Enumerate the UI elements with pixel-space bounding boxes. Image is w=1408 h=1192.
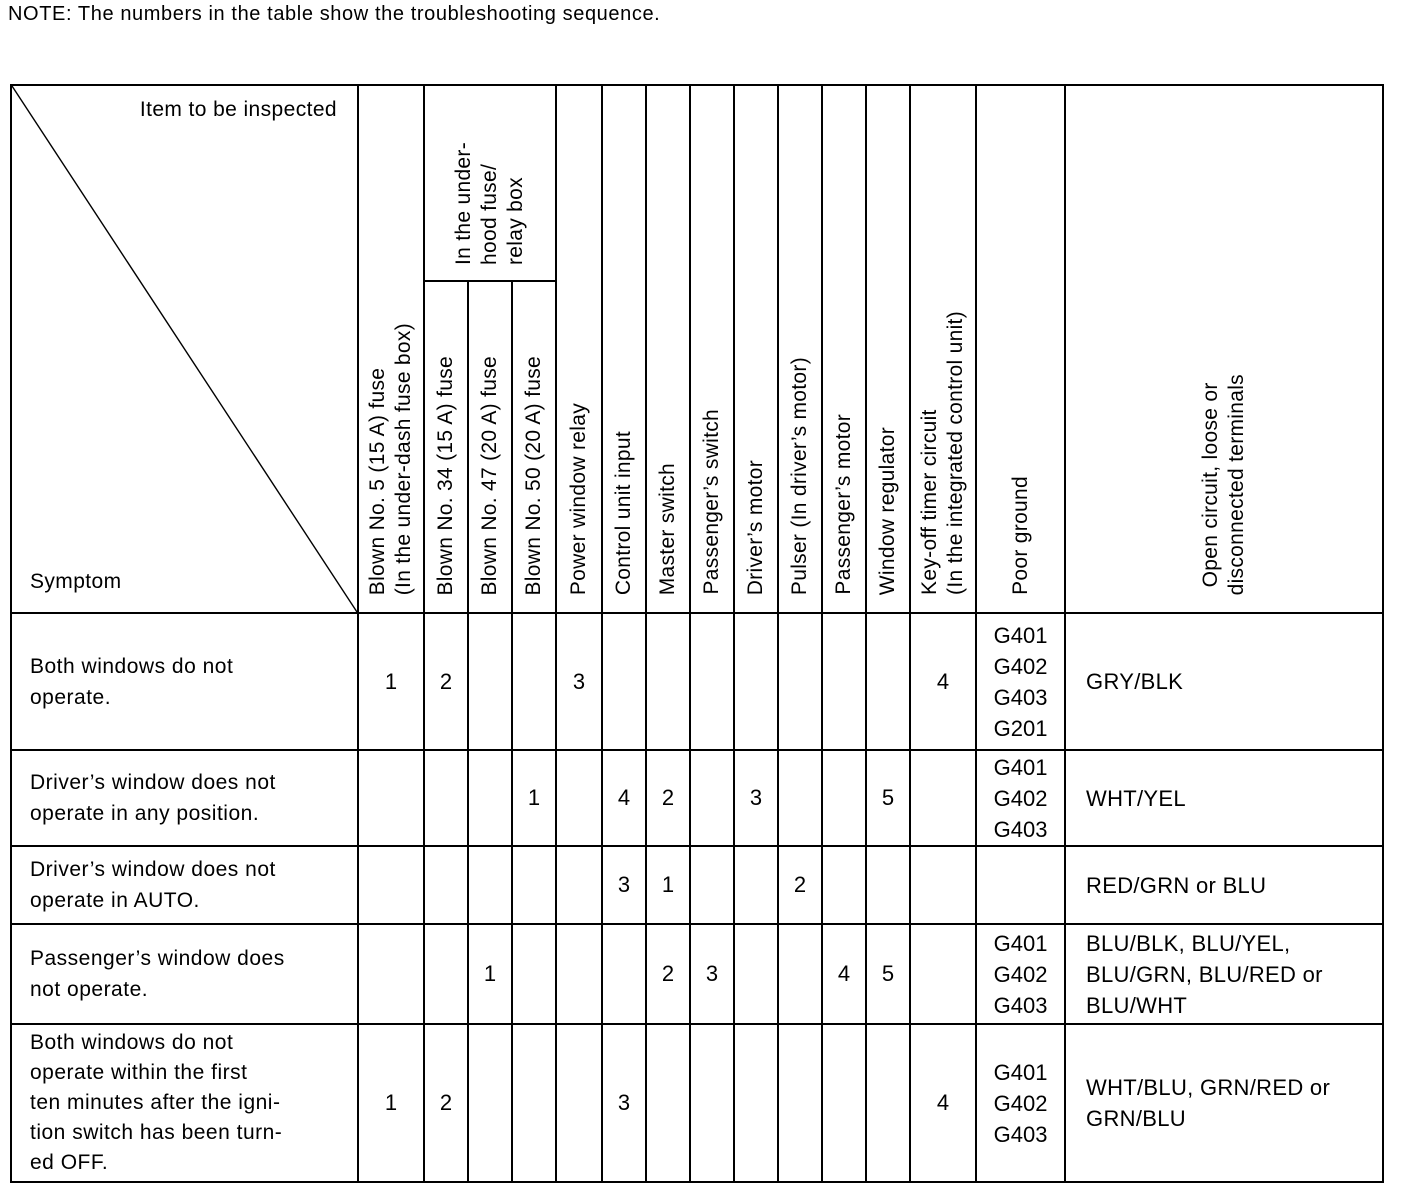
ground-id: G403 <box>993 992 1048 1018</box>
sequence-cell <box>556 750 602 846</box>
symptom-cell <box>11 846 358 924</box>
symptom-line: tion switch has been turn- <box>30 1121 283 1144</box>
wire-line: WHT/BLU, GRN/RED or <box>1086 1075 1331 1100</box>
wire-cell <box>1065 1024 1383 1182</box>
sequence-cell <box>358 846 424 924</box>
sequence-cell: 1 <box>646 846 690 924</box>
sequence-cell: 4 <box>910 613 976 750</box>
col-header-keyoff <box>910 85 976 613</box>
sequence-cell: 5 <box>866 750 910 846</box>
col-header-line: Control unit input <box>612 430 636 595</box>
ground-id: G403 <box>993 816 1048 842</box>
sequence-cell: 1 <box>468 924 512 1024</box>
col-header-line: Blown No. 47 (20 A) fuse <box>478 355 501 595</box>
sequence-cell <box>512 924 556 1024</box>
col-header-line: (In the under-dash fuse box) <box>392 322 415 595</box>
col-header-relay <box>556 85 602 613</box>
sequence-cell <box>512 1024 556 1182</box>
sequence-cell: 4 <box>602 750 646 846</box>
sequence-cell <box>424 750 468 846</box>
sequence-cell <box>734 1024 778 1182</box>
sequence-cell <box>910 846 976 924</box>
ground-id: G401 <box>993 622 1048 648</box>
symptom-line: operate within the first <box>30 1061 248 1084</box>
col-header-fuse50 <box>512 281 556 613</box>
ground-id: G201 <box>993 715 1048 741</box>
wire-cell <box>1065 750 1383 846</box>
diagonal-divider <box>12 86 357 612</box>
wire-line: BLU/WHT <box>1086 992 1188 1018</box>
col-header-pswitch <box>690 85 734 613</box>
item-to-be-inspected-label: Item to be inspected <box>139 98 337 121</box>
sequence-cell: 1 <box>358 613 424 750</box>
sequence-cell <box>646 613 690 750</box>
sequence-cell <box>910 750 976 846</box>
sequence-cell: 3 <box>690 924 734 1024</box>
sequence-cell <box>468 846 512 924</box>
header-row-top <box>11 85 1383 281</box>
ground-id: G402 <box>993 653 1048 679</box>
sequence-cell <box>778 924 822 1024</box>
sequence-cell <box>424 924 468 1024</box>
sequence-cell <box>468 1024 512 1182</box>
table-row <box>11 846 1383 924</box>
sequence-cell: 2 <box>424 1024 468 1182</box>
sequence-cell <box>602 924 646 1024</box>
symptom-line: operate in AUTO. <box>30 889 200 912</box>
sequence-cell: 3 <box>602 1024 646 1182</box>
col-header-line: Power window relay <box>567 402 591 595</box>
group-header-line: In the under- <box>452 142 476 265</box>
col-header-pulser <box>778 85 822 613</box>
wire-line: BLU/GRN, BLU/RED or <box>1086 961 1323 987</box>
col-header-fuse5 <box>358 85 424 613</box>
col-header-line: Poor ground <box>1008 476 1032 595</box>
col-header-line: Driver’s motor <box>744 459 768 595</box>
symptom-cell <box>11 613 358 750</box>
col-header-fuse34 <box>424 281 468 613</box>
symptom-line: Driver’s window does not <box>30 771 276 794</box>
symptom-line: operate in any position. <box>30 802 260 825</box>
sequence-cell <box>646 1024 690 1182</box>
ground-cell <box>976 1024 1065 1182</box>
col-header-line: (In the integrated control unit) <box>944 311 968 595</box>
wire-cell <box>1065 613 1383 750</box>
sequence-cell <box>556 924 602 1024</box>
symptom-line: operate. <box>30 685 112 709</box>
ground-id: G402 <box>993 1090 1048 1116</box>
sequence-cell: 1 <box>358 1024 424 1182</box>
sequence-cell: 3 <box>734 750 778 846</box>
symptom-line: ten minutes after the igni- <box>30 1091 281 1114</box>
symptom-label: Symptom <box>30 570 122 593</box>
wire-cell <box>1065 924 1383 1024</box>
sequence-cell: 2 <box>646 924 690 1024</box>
ground-id: G403 <box>993 684 1048 710</box>
sequence-cell <box>358 750 424 846</box>
sequence-cell: 2 <box>778 846 822 924</box>
wire-line: RED/GRN or BLU <box>1086 872 1267 898</box>
col-header-line: Blown No. 34 (15 A) fuse <box>434 355 457 595</box>
sequence-cell <box>468 750 512 846</box>
sequence-cell <box>512 846 556 924</box>
ground-id: G402 <box>993 785 1048 811</box>
note-text: NOTE: The numbers in the table show the troubleshooting sequence. <box>8 3 661 25</box>
sequence-cell <box>602 613 646 750</box>
sequence-cell <box>734 924 778 1024</box>
ground-id: G401 <box>993 930 1048 956</box>
ground-id: G402 <box>993 961 1048 987</box>
wire-line: GRY/BLK <box>1086 669 1184 694</box>
sequence-cell <box>910 924 976 1024</box>
col-header-line: Blown No. 50 (20 A) fuse <box>522 355 546 595</box>
col-header-line: Window regulator <box>876 426 900 595</box>
col-header-line: Blown No. 5 (15 A) fuse <box>366 367 389 595</box>
symptom-line: Driver’s window does not <box>30 858 276 881</box>
sequence-cell: 3 <box>602 846 646 924</box>
ground-cell <box>976 613 1065 750</box>
col-header-line: Pulser (In driver’s motor) <box>788 356 812 595</box>
symptom-line: Both windows do not <box>30 1031 234 1054</box>
ground-cell <box>976 750 1065 846</box>
col-header-master <box>646 85 690 613</box>
sequence-cell <box>866 1024 910 1182</box>
group-header-line: hood fuse/ <box>478 163 502 265</box>
sequence-cell <box>822 750 866 846</box>
col-header-pmotor <box>822 85 866 613</box>
sequence-cell <box>424 846 468 924</box>
col-header-regulator <box>866 85 910 613</box>
sequence-cell <box>866 846 910 924</box>
sequence-cell <box>822 846 866 924</box>
wire-line: WHT/YEL <box>1086 785 1186 811</box>
symptom-line: Passenger’s window does <box>30 947 285 970</box>
col-header-line: disconnected terminals <box>1225 373 1249 595</box>
ground-id: G401 <box>993 754 1048 780</box>
group-header-line: relay box <box>504 177 528 265</box>
ground-id: G403 <box>993 1121 1048 1147</box>
header-corner-cell <box>11 85 358 613</box>
sequence-cell: 1 <box>512 750 556 846</box>
sequence-cell: 4 <box>910 1024 976 1182</box>
col-group-underhood-fuse-box <box>424 85 556 281</box>
sequence-cell <box>556 1024 602 1182</box>
sequence-cell <box>468 613 512 750</box>
col-header-line: Passenger’s switch <box>700 409 724 595</box>
col-header-open <box>1065 85 1383 613</box>
ground-id: G401 <box>993 1059 1048 1085</box>
sequence-cell <box>690 1024 734 1182</box>
sequence-cell <box>690 846 734 924</box>
col-header-cui <box>602 85 646 613</box>
col-header-ground <box>976 85 1065 613</box>
sequence-cell <box>866 613 910 750</box>
sequence-cell <box>822 613 866 750</box>
col-header-line: Key-off timer circuit <box>918 409 942 595</box>
symptom-line: not operate. <box>30 978 149 1001</box>
sequence-cell: 5 <box>866 924 910 1024</box>
wire-line: GRN/BLU <box>1086 1106 1186 1131</box>
table-row <box>11 924 1383 1024</box>
col-header-dmotor <box>734 85 778 613</box>
col-header-line: Master switch <box>656 462 680 595</box>
wire-line: BLU/BLK, BLU/YEL, <box>1086 930 1291 956</box>
sequence-cell <box>778 613 822 750</box>
col-header-line: Open circuit, loose or <box>1199 381 1223 587</box>
col-header-fuse47 <box>468 281 512 613</box>
sequence-cell: 2 <box>646 750 690 846</box>
troubleshooting-table <box>10 84 1384 1183</box>
sequence-cell: 4 <box>822 924 866 1024</box>
symptom-line: ed OFF. <box>30 1151 109 1174</box>
table-row <box>11 1024 1383 1182</box>
ground-cell <box>976 846 1065 924</box>
sequence-cell <box>822 1024 866 1182</box>
table-row <box>11 613 1383 750</box>
sequence-cell <box>556 846 602 924</box>
sequence-cell: 2 <box>424 613 468 750</box>
wire-cell <box>1065 846 1383 924</box>
ground-cell <box>976 924 1065 1024</box>
sequence-cell: 3 <box>556 613 602 750</box>
col-header-line: Passenger’s motor <box>832 414 856 595</box>
symptom-cell <box>11 1024 358 1182</box>
sequence-cell <box>734 613 778 750</box>
symptom-cell <box>11 924 358 1024</box>
sequence-cell <box>358 924 424 1024</box>
sequence-cell <box>690 613 734 750</box>
sequence-cell <box>512 613 556 750</box>
sequence-cell <box>778 1024 822 1182</box>
sequence-cell <box>734 846 778 924</box>
symptom-line: Both windows do not <box>30 654 234 678</box>
symptom-cell <box>11 750 358 846</box>
sequence-cell <box>778 750 822 846</box>
table-row <box>11 750 1383 846</box>
sequence-cell <box>690 750 734 846</box>
